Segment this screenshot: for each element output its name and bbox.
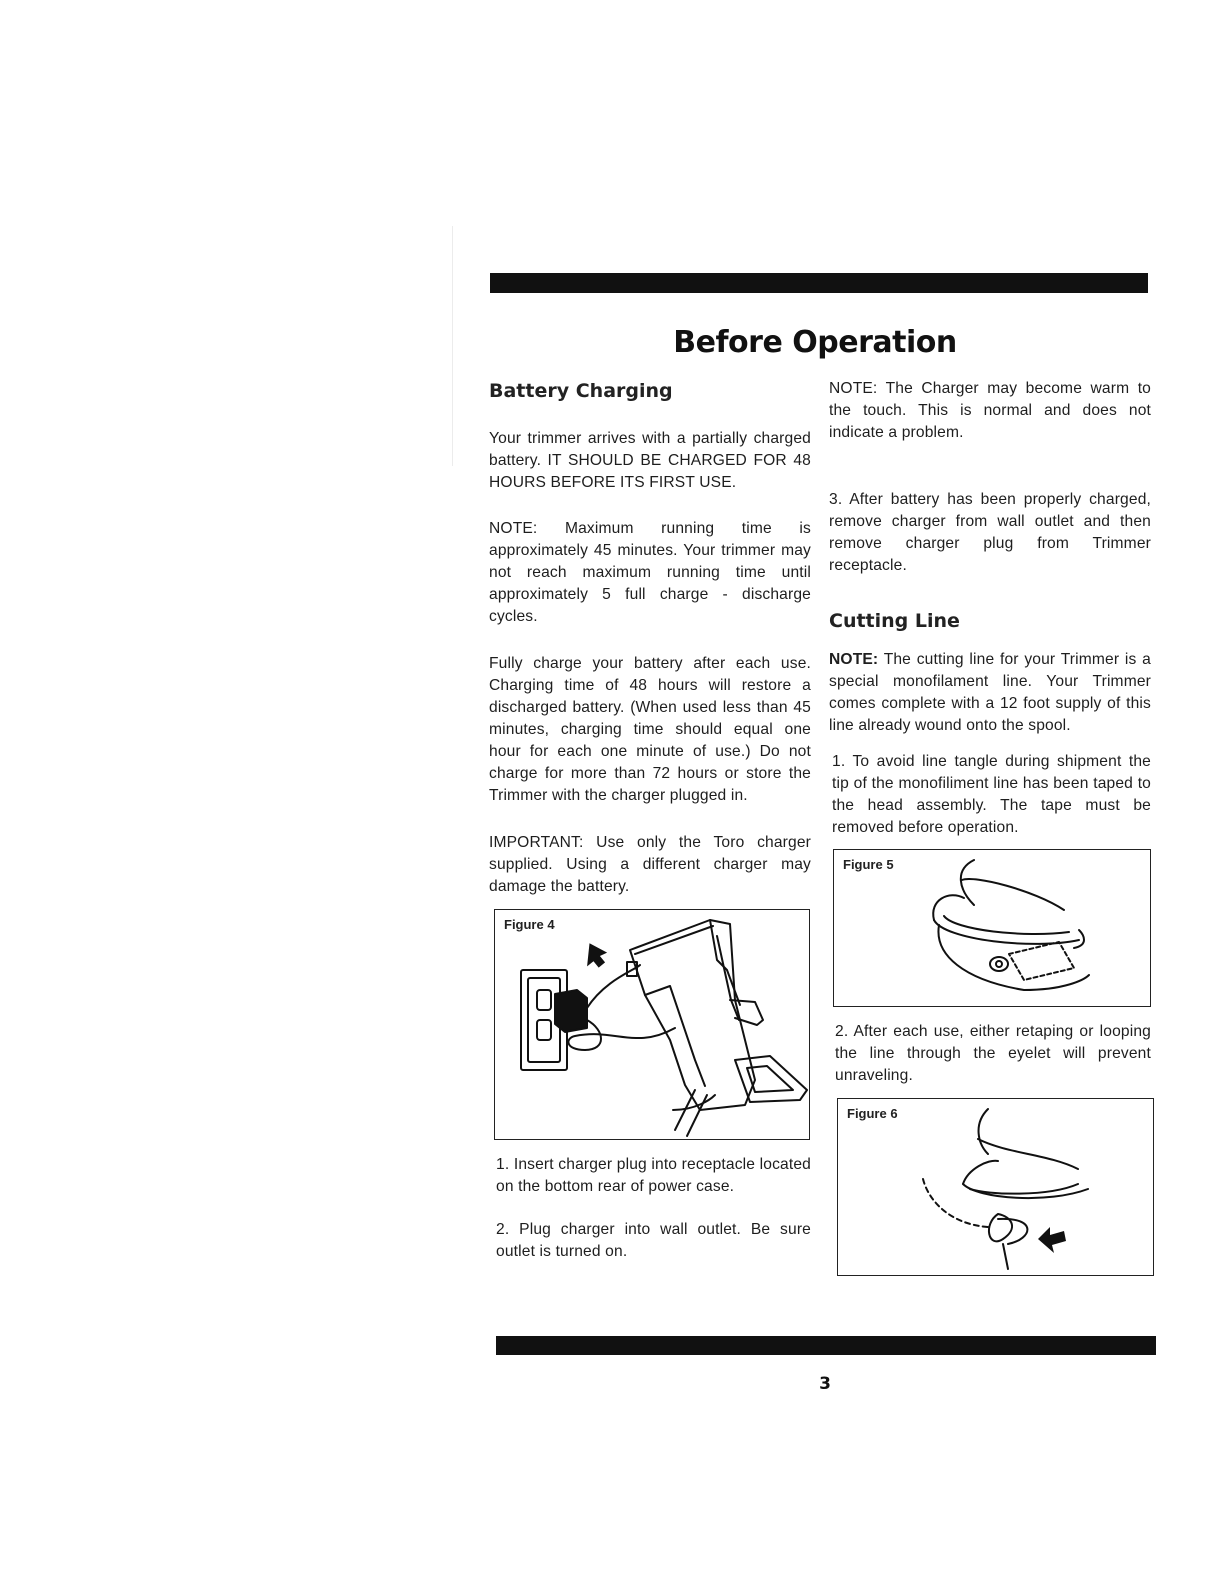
running-time-note: NOTE: Maximum running time is approximately 45 minutes. Your trimmer may not reach maximum running time until approximately 5 full charge - discharge cycles. xyxy=(489,520,811,625)
taped-line-illustration-icon xyxy=(834,850,1149,1005)
cutting-line-note-label: NOTE: xyxy=(829,651,879,668)
right-column xyxy=(829,378,1151,1276)
looped-line-illustration-icon xyxy=(838,1099,1152,1274)
cutting-line-note xyxy=(829,649,1151,737)
page-number: 3 xyxy=(819,1374,831,1394)
battery-intro-paragraph: Your trimmer arrives with a partially charged battery. IT SHOULD BE CHARGED FOR 48 HOURS BEFORE ITS FIRST USE. xyxy=(489,430,811,491)
top-rule-bar xyxy=(490,273,1148,293)
page-title: Before Operation xyxy=(673,325,957,360)
insert-plug-step: 1. Insert charger plug into receptacle located on the bottom rear of power case. xyxy=(496,1156,811,1195)
left-column xyxy=(489,378,811,1263)
tape-removal-step: 1. To avoid line tangle during shipment the tip of the monofiliment line has been taped to the head assembly. The tape must be removed before operation. xyxy=(832,753,1151,836)
figure-6 xyxy=(837,1098,1154,1276)
charger-outlet-illustration-icon xyxy=(495,910,808,1138)
figure-6-label: Figure 6 xyxy=(847,1106,898,1121)
charger-warm-note: NOTE: The Charger may become warm to the touch. This is normal and does not indicate a problem. xyxy=(829,380,1151,441)
page-fold-line xyxy=(452,226,453,466)
remove-charger-step: 3. After battery has been properly charged, remove charger from wall outlet and then remove charger plug from Trimmer receptacle. xyxy=(829,491,1151,574)
important-charger-note: IMPORTANT: Use only the Toro charger supplied. Using a different charger may damage the battery. xyxy=(489,834,811,895)
figure-4-label: Figure 4 xyxy=(504,917,555,932)
battery-charging-heading: Battery Charging xyxy=(489,380,673,402)
charge-instructions-paragraph: Fully charge your battery after each use. Charging time of 48 hours will restore a discharged battery. (When used less than 45 minutes, charging time should equal one hour for each one minute of use.) Do not charge for more than 72 hours or store the Trimmer with the charger plugged in. xyxy=(489,655,811,804)
cutting-line-note-text: The cutting line for your Trimmer is a special monofilament line. Your Trimmer comes complete with a 12 foot supply of this line already wound onto the spool. xyxy=(829,651,1151,734)
bottom-rule-bar xyxy=(496,1336,1156,1355)
plug-wall-outlet-step: 2. Plug charger into wall outlet. Be sure outlet is turned on. xyxy=(496,1221,811,1260)
retape-or-loop-step: 2. After each use, either retaping or looping the line through the eyelet will prevent unraveling. xyxy=(835,1023,1151,1084)
cutting-line-heading: Cutting Line xyxy=(829,610,960,632)
figure-4 xyxy=(494,909,810,1140)
figure-5-label: Figure 5 xyxy=(843,857,894,872)
figure-5 xyxy=(833,849,1151,1007)
